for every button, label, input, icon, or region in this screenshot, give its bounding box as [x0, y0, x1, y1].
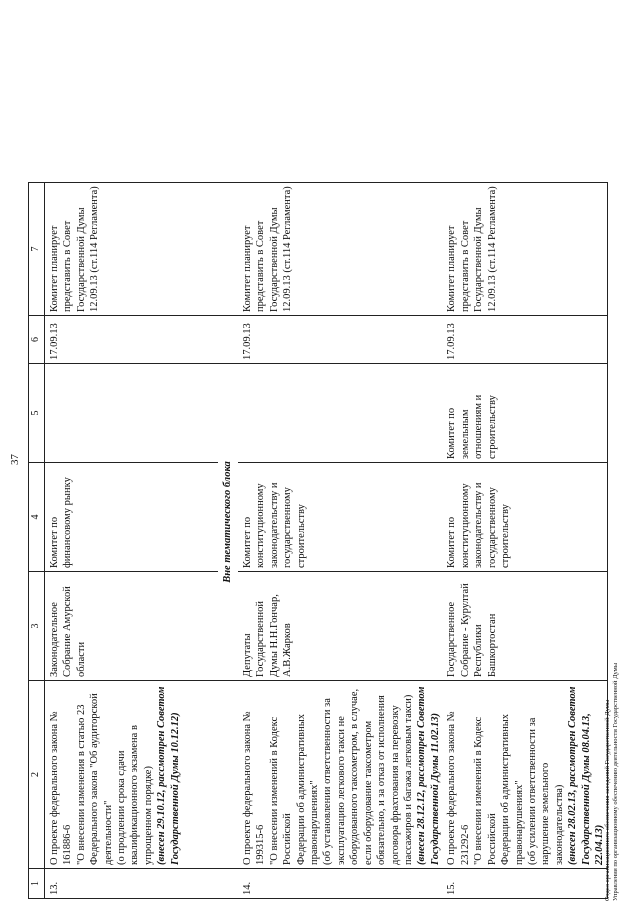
footer — [604, 663, 621, 901]
co-committee-cell — [44, 364, 218, 463]
bill-title-line: О проекте федерального закона № 161886-6 — [48, 711, 74, 865]
row-number: 15. — [442, 869, 607, 899]
bill-note: (внесен 29.10.12, рассмотрен Советом Государственной Думы 10.12.12) — [156, 686, 181, 865]
footer-line: Управления по организационному обеспечению деятельности Государственной Думы — [612, 662, 620, 901]
bill-title-line: Федерального закона "Об аудиторской — [89, 693, 101, 865]
bill-title-line: "О внесении изменения в статью 23 — [75, 704, 87, 865]
col-header-3: 3 — [29, 572, 45, 681]
bill-note: (внесен 28.02.13, рассмотрен Советом Государственной Думы 08.04.13, 22.04.13) — [567, 686, 606, 865]
bill-detail: (об установлении ответственности за эксплуатацию легкового такси не оборудованного таксометром, в случае, если оборудование таксометром обязательно, и за отказ от исполнения договора фрахтования на перевозку пассажиров и багажа легковым такси) — [322, 688, 415, 865]
table-row — [442, 183, 607, 899]
bill-detail: (о продлении срока сдачи квалификационного экзамена в упрощенном порядке) — [115, 725, 154, 865]
agenda-table — [28, 182, 608, 899]
table-row — [44, 183, 218, 899]
column-number-row — [29, 183, 45, 899]
bill-title-line: правонарушениях" — [513, 780, 525, 865]
col-header-7: 7 — [29, 183, 45, 316]
bill-cell — [442, 681, 607, 869]
row-number: 14. — [238, 869, 443, 899]
bill-note: (внесен 28.12.12, рассмотрен Советом Государственной Думы 11.02.13) — [416, 686, 441, 865]
co-committee-cell: Комитет по земельным отношениям и строительству — [442, 364, 607, 463]
date-cell: 17.09.13 — [442, 316, 607, 364]
bill-title-line: Федерации об административных — [295, 713, 307, 865]
date-cell: 17.09.13 — [238, 316, 443, 364]
col-header-6: 6 — [29, 316, 45, 364]
page-number: 37 — [9, 454, 21, 465]
bill-title-line: О проекте федерального закона № 199315-6 — [241, 711, 267, 865]
col-header-4: 4 — [29, 463, 45, 572]
bill-title-line: О проекте федерального закона № 231292-6 — [446, 711, 471, 865]
plan-cell: Комитет планирует представить в Совет Государственной Думы 12.09.13 (ст.114 Регламента) — [442, 183, 607, 316]
bill-title-line: "О внесении изменений в Кодекс Российской — [473, 716, 498, 865]
initiator-cell: Депутаты Государственной Думы Н.Н.Гончар, А.В.Жарков — [238, 572, 443, 681]
committee-cell: Комитет по финансовому рынку — [44, 463, 218, 572]
row-number: 13. — [44, 869, 218, 899]
plan-cell: Комитет планирует представить в Совет Государственной Думы 12.09.13 (ст.114 Регламента) — [44, 183, 218, 316]
col-header-1: 1 — [29, 869, 45, 899]
footer-line: Отдел организационного обеспечения заседаний Государственной Думы — [604, 699, 611, 901]
co-committee-cell — [238, 364, 443, 463]
bill-title-line: Федерации об административных — [500, 713, 512, 865]
bill-title-line: деятельности" — [102, 800, 114, 865]
bill-title-line: правонарушениях" — [308, 780, 320, 865]
bill-title-line: "О внесении изменений в Кодекс Российской — [268, 716, 294, 865]
committee-cell: Комитет по конституционному законодательству и государственному строительству — [238, 463, 443, 572]
col-header-2: 2 — [29, 681, 45, 869]
plan-cell: Комитет планирует представить в Совет Государственной Думы 12.09.13 (ст.114 Регламента) — [238, 183, 443, 316]
committee-cell: Комитет по конституционному законодательству и государственному строительству — [442, 463, 607, 572]
bill-cell — [44, 681, 218, 869]
bill-detail: (об усилении ответственности за нарушение земельного законодательства) — [526, 717, 565, 865]
col-header-5: 5 — [29, 364, 45, 463]
table-row — [238, 183, 443, 899]
date-cell: 17.09.13 — [44, 316, 218, 364]
section-header: Вне тематического блока — [218, 364, 238, 681]
bill-cell — [238, 681, 443, 869]
initiator-cell: Законодательное Собрание Амурской области — [44, 572, 218, 681]
initiator-cell: Государственное Собрание - Курултай Республики Башкортостан — [442, 572, 607, 681]
section-header-row — [218, 183, 238, 899]
